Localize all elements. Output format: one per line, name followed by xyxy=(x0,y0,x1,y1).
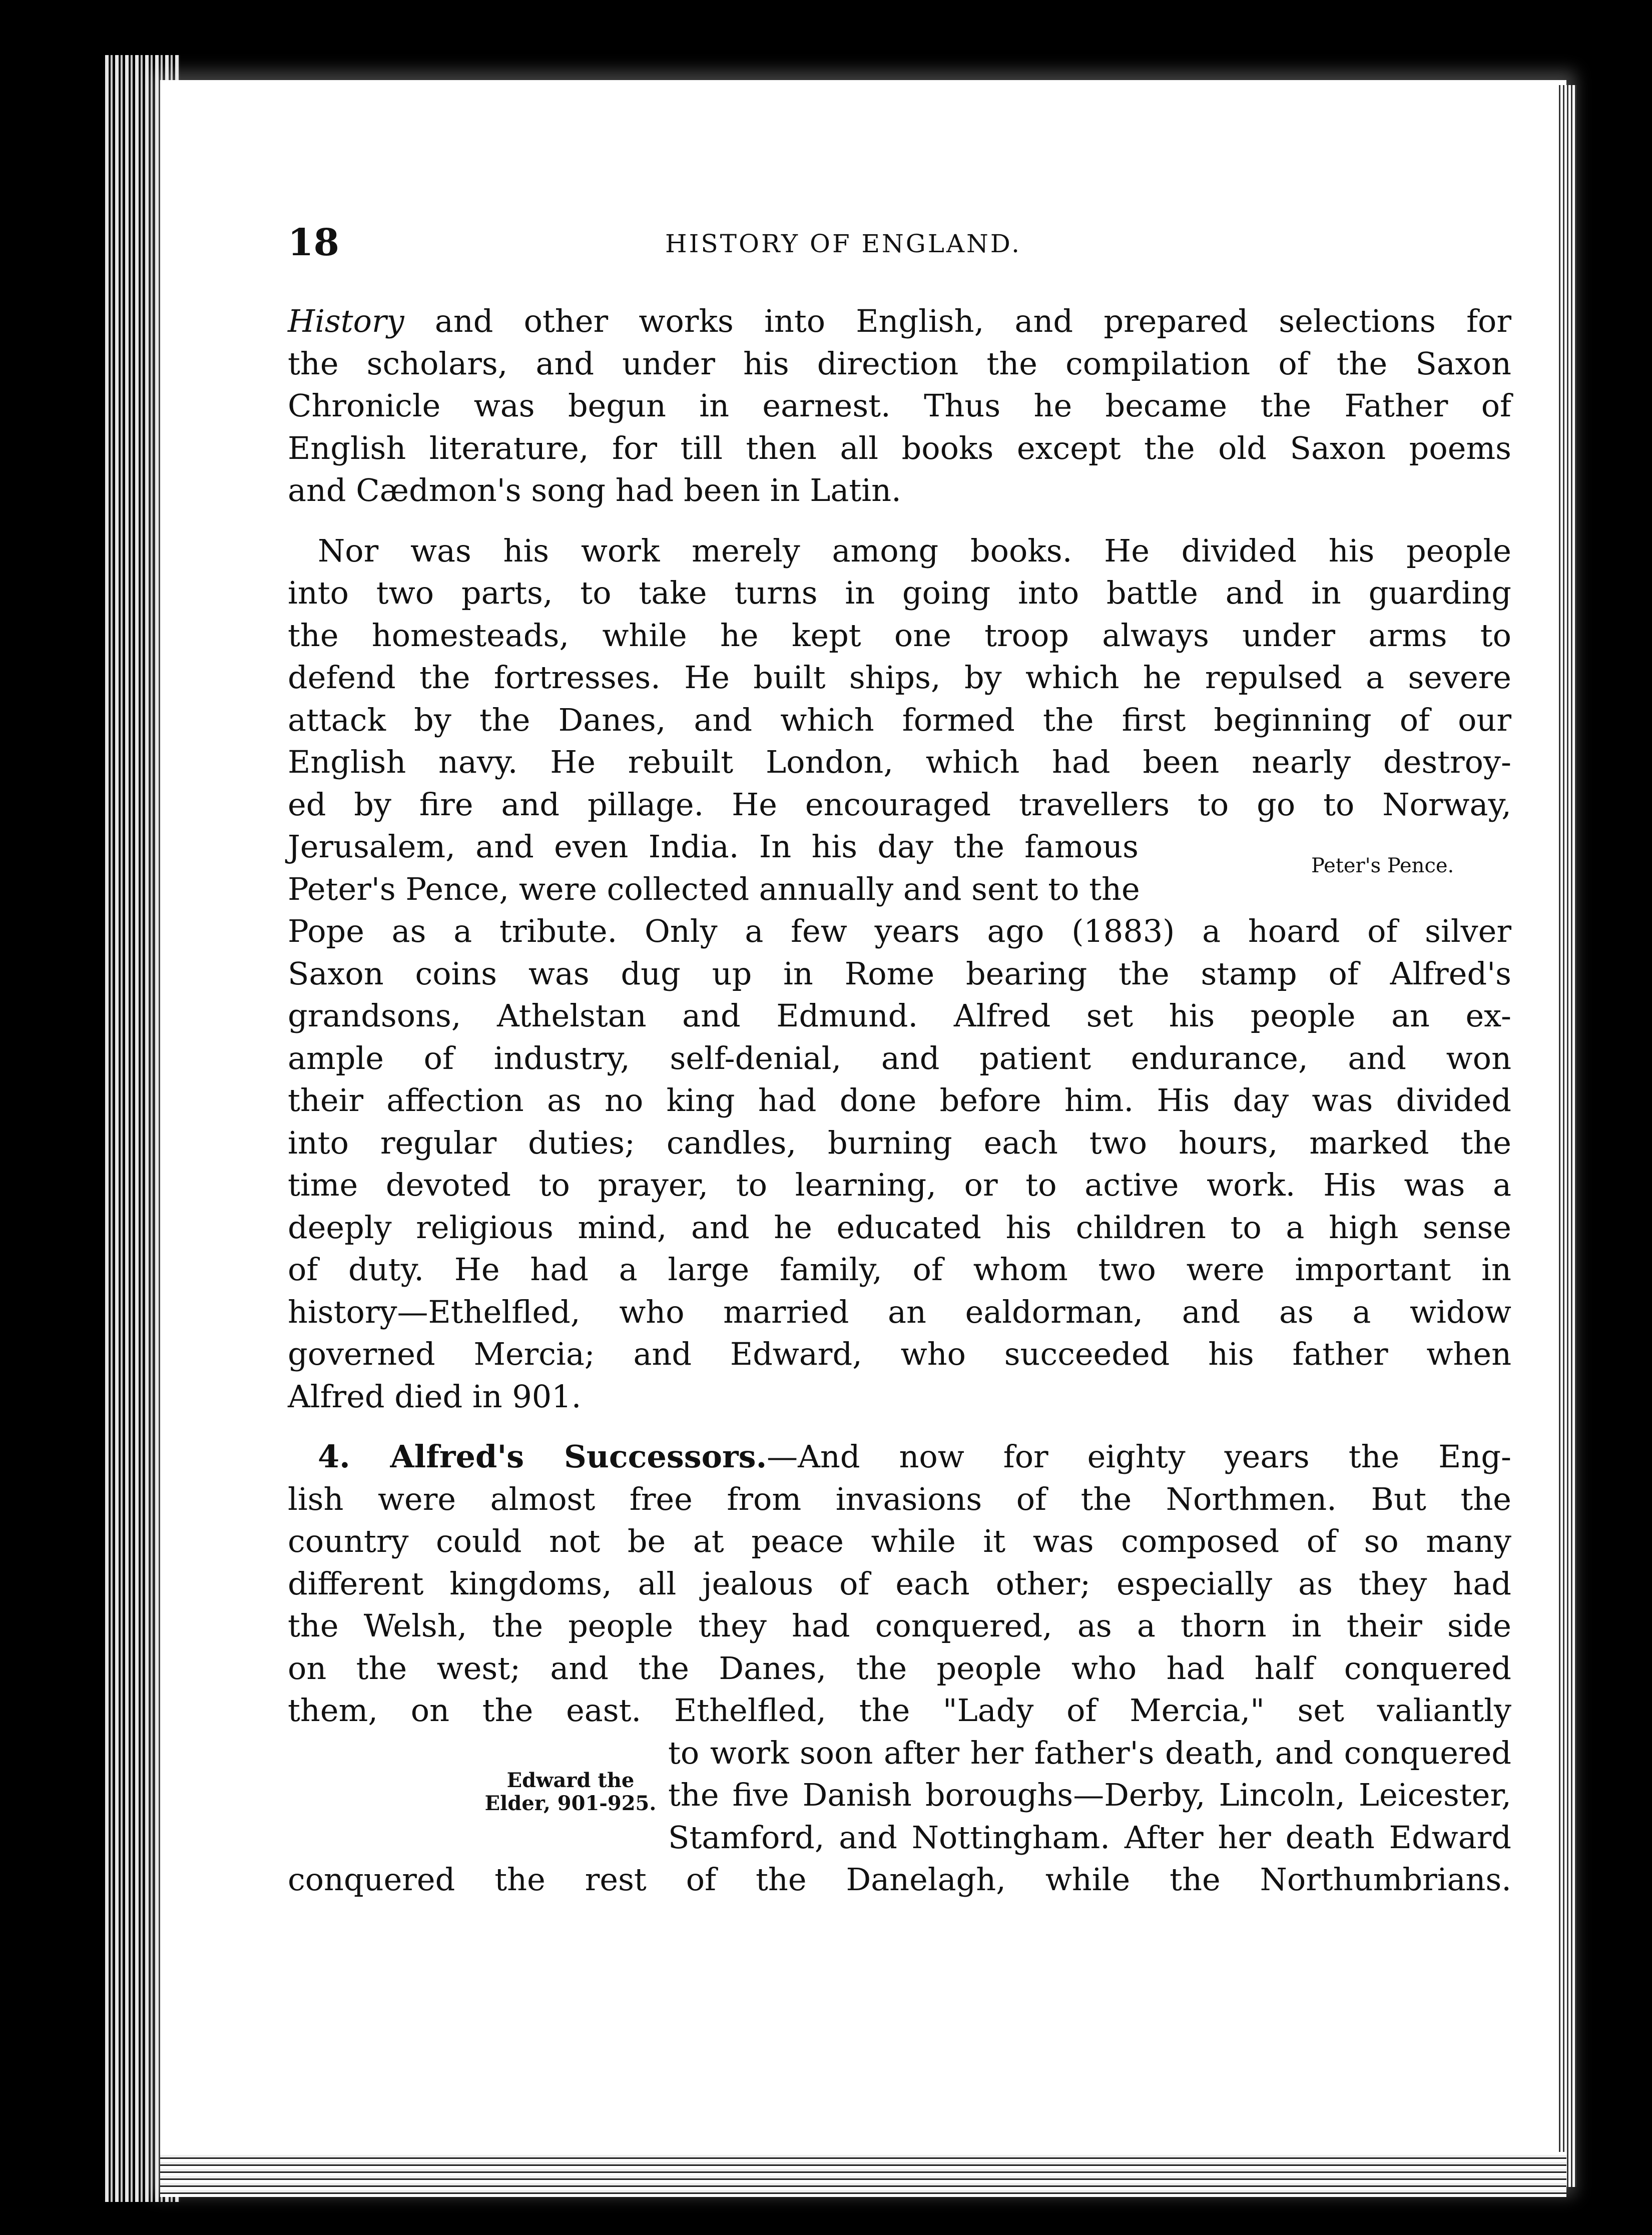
paragraph-1 xyxy=(288,300,1511,512)
text-line: attack by the Danes, and which formed the first beginning of our xyxy=(288,701,1511,738)
text-line: Pope as a tribute. Only a few years ago (1883) a hoard of silver xyxy=(288,913,1511,949)
text-line: Saxon coins was dug up in Rome bearing the stamp of Alfred's xyxy=(288,955,1511,992)
side-note-edward-line1: Edward the xyxy=(506,1769,635,1792)
paragraph-gap xyxy=(288,1418,1511,1436)
text-line: the Welsh, the people they had conquered, as a thorn in their side xyxy=(288,1607,1511,1644)
italic-title-word: History xyxy=(288,303,404,339)
body-text xyxy=(288,300,1511,1901)
page-right-edge xyxy=(1556,85,1576,2187)
section-heading: 4. Alfred's Successors. xyxy=(318,1438,767,1475)
text-line: grandsons, Athelstan and Edmund. Alfred set his people an ex- xyxy=(288,997,1511,1034)
text-line: time devoted to prayer, to learning, or to active work. His was a xyxy=(288,1167,1511,1203)
text-line: ample of industry, self-denial, and patient endurance, and won xyxy=(288,1039,1511,1076)
text-line: into regular duties; candles, burning each two hours, marked the xyxy=(288,1124,1511,1161)
text-line: lish were almost free from invasions of the Northmen. But the xyxy=(288,1480,1511,1517)
text-line xyxy=(288,300,1511,343)
text-line: conquered the rest of the Danelagh, while the Northumbrians. xyxy=(288,1861,1511,1898)
paragraph-2 xyxy=(288,530,1511,1418)
text-line: deeply religious mind, and he educated his children to a high sense xyxy=(288,1209,1511,1246)
running-head xyxy=(288,220,1249,265)
text-line: English literature, for till then all books except the old Saxon poems xyxy=(288,429,1511,466)
section-4-paragraph xyxy=(288,1436,1511,1901)
section-heading-line xyxy=(288,1436,1511,1478)
text-line: Nor was his work merely among books. He divided his people xyxy=(318,532,1511,569)
text-line: defend the fortresses. He built ships, by which he repulsed a severe xyxy=(288,659,1511,696)
running-title: HISTORY OF ENGLAND. xyxy=(665,229,1021,258)
side-note-peters-pence: Peter's Pence. xyxy=(1311,854,1454,877)
text-line-rest: and other works into English, and prepared selections for xyxy=(404,303,1511,339)
text-line: of duty. He had a large family, of whom two were important in xyxy=(288,1251,1511,1288)
text-line: English navy. He rebuilt London, which had been nearly destroy- xyxy=(288,744,1511,780)
side-note-edward-the-elder xyxy=(465,1769,676,1815)
text-line: different kingdoms, all jealous of each other; especially as they had xyxy=(288,1565,1511,1602)
text-line: Alfred died in 901. xyxy=(288,1378,582,1415)
text-line: and Cædmon's song had been in Latin. xyxy=(288,472,901,508)
text-line: governed Mercia; and Edward, who succeeded his father when xyxy=(288,1336,1511,1372)
text-line: the five Danish boroughs—Derby, Lincoln, Leicester, xyxy=(668,1777,1511,1813)
text-line: to work soon after her father's death, and conquered xyxy=(668,1734,1511,1771)
text-line: Chronicle was begun in earnest. Thus he became the Father of xyxy=(288,387,1511,424)
text-line: history—Ethelfled, who married an ealdorman, and as a widow xyxy=(288,1293,1511,1330)
text-line: into two parts, to take turns in going into battle and in guarding xyxy=(288,575,1511,611)
text-line: them, on the east. Ethelfled, the "Lady of Mercia," set valiantly xyxy=(288,1692,1511,1729)
page-bottom-edge xyxy=(160,2152,1566,2197)
text-line: country could not be at peace while it was composed of so many xyxy=(288,1523,1511,1559)
side-note-edward-line2: Elder, 901-925. xyxy=(484,1792,657,1815)
section-heading-rest: —And now for eighty years the Eng- xyxy=(767,1438,1511,1475)
text-line: on the west; and the Danes, the people who had half conquered xyxy=(288,1649,1511,1687)
text-line: their affection as no king had done before him. His day was divided xyxy=(288,1082,1511,1119)
text-line: the homesteads, while he kept one troop always under arms to xyxy=(288,617,1511,654)
paragraph-gap xyxy=(288,512,1511,530)
page-number: 18 xyxy=(288,221,339,264)
text-line: the scholars, and under his direction the compilation of the Saxon xyxy=(288,345,1511,382)
text-line: Stamford, and Nottingham. After her death Edward xyxy=(668,1819,1511,1856)
text-line: ed by fire and pillage. He encouraged travellers to go to Norway, xyxy=(288,786,1511,823)
text-line: Jerusalem, and even India. In his day the famous xyxy=(288,828,1139,865)
text-line: Peter's Pence, were collected annually and sent to the xyxy=(288,870,1140,907)
